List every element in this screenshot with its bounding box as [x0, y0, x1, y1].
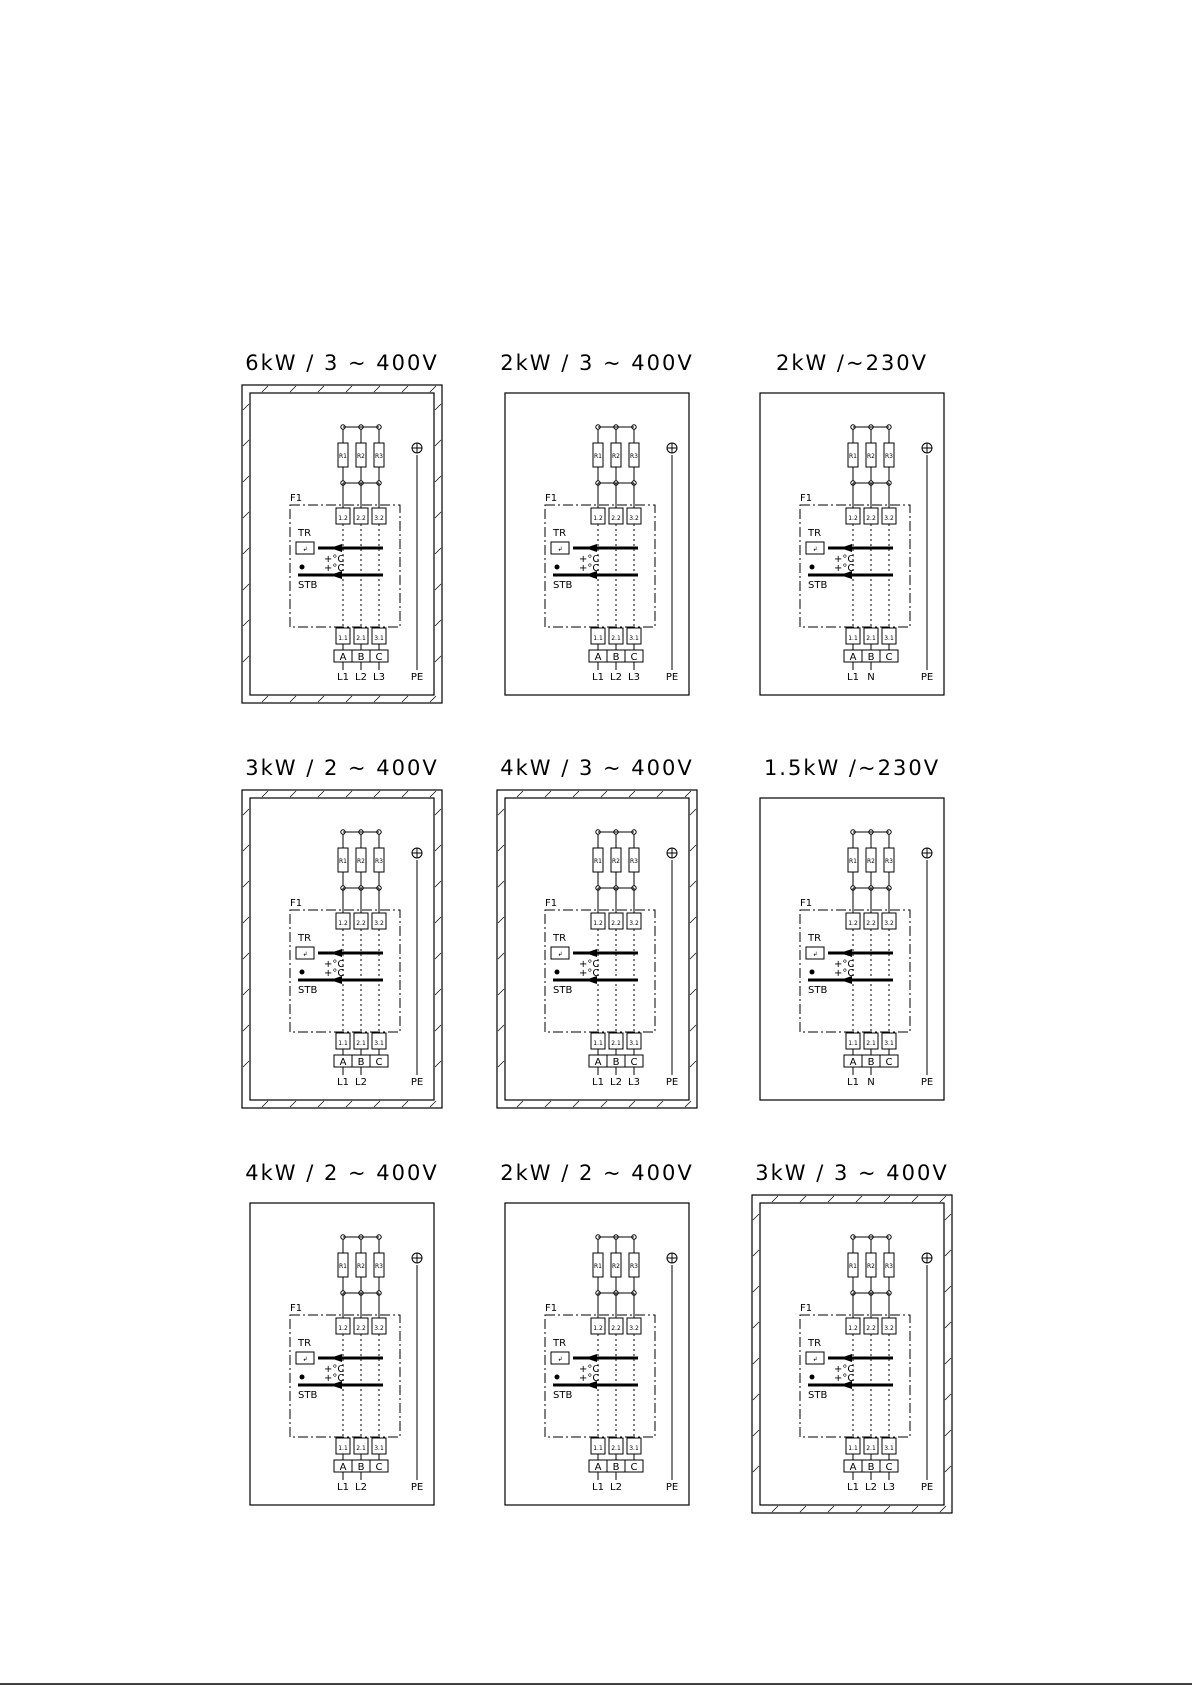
resistor-label: R2 — [612, 858, 620, 865]
resistor-label: R1 — [339, 453, 347, 460]
terminal-label: A — [594, 1462, 602, 1473]
temp-label: +°C — [324, 554, 345, 565]
switch-bottom-label: 3.1 — [374, 1040, 384, 1047]
resistor-label: R3 — [885, 858, 893, 865]
switch-top-label: 1.2 — [593, 920, 603, 927]
temp-label: +°C — [579, 554, 600, 565]
resistor-label: R3 — [375, 1263, 383, 1270]
wiring-diagram — [500, 1161, 693, 1505]
diagram-title: 3kW / 3 ~ 400V — [755, 1161, 949, 1185]
switch-bottom-label: 3.1 — [629, 635, 639, 642]
switch-bottom-label: 1.1 — [338, 635, 348, 642]
wiring-diagram — [497, 756, 697, 1108]
switch-bottom-label: 2.1 — [356, 1445, 366, 1452]
wiring-diagram — [245, 1161, 438, 1505]
switch-top-label: 3.2 — [884, 920, 894, 927]
terminal-label: C — [375, 652, 383, 663]
tr-label: TR — [808, 528, 822, 539]
f1-label: F1 — [800, 493, 813, 504]
pe-label: PE — [410, 672, 424, 683]
resistor-label: R2 — [357, 453, 365, 460]
stb-label: STB — [808, 1390, 828, 1401]
wiring-diagram — [242, 756, 442, 1108]
stb-label: STB — [553, 985, 573, 996]
resistor-label: R3 — [885, 1263, 893, 1270]
temp-label: +°C — [324, 1364, 345, 1375]
switch-bottom-label: 2.1 — [611, 1445, 621, 1452]
terminal-label: A — [339, 1462, 347, 1473]
terminal-label: B — [612, 652, 620, 663]
tr-label: TR — [808, 933, 822, 944]
switch-bottom-label: 3.1 — [884, 635, 894, 642]
switch-top-label: 3.2 — [374, 515, 384, 522]
switch-top-label: 3.2 — [884, 1325, 894, 1332]
tr-knob-icon: ↲ — [302, 546, 308, 553]
mains-label: L1 — [592, 1482, 604, 1493]
switch-bottom-label: 1.1 — [848, 635, 858, 642]
switch-bottom-label: 3.1 — [374, 635, 384, 642]
f1-label: F1 — [290, 1303, 303, 1314]
terminal-label: C — [885, 1057, 893, 1068]
mains-label: L1 — [337, 1077, 349, 1088]
temp-label: +°C — [579, 1364, 600, 1375]
mains-label: L1 — [337, 1482, 349, 1493]
resistor-label: R3 — [375, 858, 383, 865]
terminal-label: C — [885, 652, 893, 663]
tr-knob-icon: ↲ — [812, 1356, 818, 1363]
switch-top-label: 1.2 — [848, 920, 858, 927]
switch-top-label: 2.2 — [611, 1325, 621, 1332]
tr-knob-icon: ↲ — [557, 1356, 563, 1363]
mains-label: L1 — [337, 672, 349, 683]
switch-top-label: 1.2 — [338, 1325, 348, 1332]
switch-top-label: 3.2 — [374, 1325, 384, 1332]
wiring-diagram — [752, 1161, 952, 1513]
reset-button-icon — [555, 565, 560, 570]
pe-label: PE — [665, 672, 679, 683]
switch-bottom-label: 3.1 — [374, 1445, 384, 1452]
resistor-label: R3 — [630, 1263, 638, 1270]
temp-label: +°C — [324, 563, 345, 574]
diagram-title: 4kW / 3 ~ 400V — [500, 756, 694, 780]
terminal-label: B — [867, 1057, 875, 1068]
switch-top-label: 2.2 — [356, 1325, 366, 1332]
terminal-label: A — [594, 1057, 602, 1068]
terminal-label: C — [630, 1462, 638, 1473]
switch-top-label: 2.2 — [356, 920, 366, 927]
switch-top-label: 1.2 — [593, 1325, 603, 1332]
switch-bottom-label: 3.1 — [629, 1040, 639, 1047]
mains-label: L2 — [610, 672, 622, 683]
terminal-label: B — [357, 1462, 365, 1473]
pe-label: PE — [410, 1077, 424, 1088]
terminal-label: C — [630, 652, 638, 663]
f1-label: F1 — [545, 493, 558, 504]
resistor-label: R2 — [357, 1263, 365, 1270]
tr-knob-icon: ↲ — [302, 1356, 308, 1363]
mains-label: L3 — [628, 1077, 640, 1088]
switch-top-label: 2.2 — [866, 515, 876, 522]
reset-button-icon — [555, 1375, 560, 1380]
temp-label: +°C — [579, 959, 600, 970]
stb-label: STB — [808, 580, 828, 591]
f1-label: F1 — [545, 898, 558, 909]
terminal-label: C — [375, 1057, 383, 1068]
stb-label: STB — [553, 1390, 573, 1401]
switch-bottom-label: 1.1 — [593, 1445, 603, 1452]
tr-label: TR — [808, 1338, 822, 1349]
resistor-label: R1 — [339, 1263, 347, 1270]
f1-label: F1 — [800, 898, 813, 909]
switch-top-label: 3.2 — [884, 515, 894, 522]
mains-label: N — [867, 1077, 875, 1088]
diagram-title: 2kW / 3 ~ 400V — [500, 351, 694, 375]
temp-label: +°C — [324, 1373, 345, 1384]
switch-bottom-label: 1.1 — [338, 1445, 348, 1452]
resistor-label: R3 — [375, 453, 383, 460]
switch-top-label: 3.2 — [629, 1325, 639, 1332]
switch-bottom-label: 1.1 — [593, 1040, 603, 1047]
switch-top-label: 3.2 — [374, 920, 384, 927]
reset-button-icon — [810, 1375, 815, 1380]
resistor-label: R2 — [612, 1263, 620, 1270]
wiring-diagram — [760, 756, 944, 1100]
terminal-label: B — [867, 1462, 875, 1473]
switch-bottom-label: 3.1 — [884, 1040, 894, 1047]
mains-label: L1 — [847, 672, 859, 683]
temp-label: +°C — [324, 968, 345, 979]
switch-top-label: 1.2 — [338, 515, 348, 522]
pe-label: PE — [665, 1482, 679, 1493]
reset-button-icon — [810, 565, 815, 570]
resistor-label: R2 — [867, 453, 875, 460]
stb-label: STB — [298, 1390, 318, 1401]
switch-bottom-label: 2.1 — [611, 635, 621, 642]
diagram-title: 6kW / 3 ~ 400V — [245, 351, 439, 375]
terminal-label: B — [357, 1057, 365, 1068]
tr-label: TR — [298, 933, 312, 944]
pe-label: PE — [665, 1077, 679, 1088]
terminal-label: C — [885, 1462, 893, 1473]
switch-top-label: 3.2 — [629, 515, 639, 522]
terminal-label: A — [849, 1462, 857, 1473]
mains-label: L3 — [628, 672, 640, 683]
switch-bottom-label: 1.1 — [848, 1445, 858, 1452]
mains-label: L1 — [592, 672, 604, 683]
stb-label: STB — [298, 985, 318, 996]
mains-label: L3 — [373, 672, 385, 683]
resistor-label: R3 — [630, 858, 638, 865]
mains-label: L2 — [355, 1077, 367, 1088]
mains-label: N — [867, 672, 875, 683]
switch-bottom-label: 2.1 — [356, 1040, 366, 1047]
temp-label: +°C — [834, 563, 855, 574]
pe-label: PE — [920, 1482, 934, 1493]
tr-knob-icon: ↲ — [812, 546, 818, 553]
resistor-label: R2 — [867, 1263, 875, 1270]
terminal-label: B — [867, 652, 875, 663]
switch-top-label: 2.2 — [611, 515, 621, 522]
mains-label: L3 — [883, 1482, 895, 1493]
mains-label: L2 — [610, 1077, 622, 1088]
switch-bottom-label: 1.1 — [338, 1040, 348, 1047]
wiring-diagram — [242, 351, 442, 703]
temp-label: +°C — [579, 563, 600, 574]
switch-top-label: 1.2 — [848, 515, 858, 522]
terminal-label: B — [612, 1057, 620, 1068]
terminal-label: C — [630, 1057, 638, 1068]
stb-label: STB — [808, 985, 828, 996]
resistor-label: R1 — [339, 858, 347, 865]
mains-label: L1 — [847, 1482, 859, 1493]
mains-label: L2 — [865, 1482, 877, 1493]
terminal-label: A — [339, 652, 347, 663]
temp-label: +°C — [834, 1373, 855, 1384]
reset-button-icon — [300, 1375, 305, 1380]
temp-label: +°C — [834, 1364, 855, 1375]
resistor-label: R1 — [594, 1263, 602, 1270]
wiring-diagram — [760, 351, 944, 695]
pe-label: PE — [920, 672, 934, 683]
terminal-label: A — [594, 652, 602, 663]
temp-label: +°C — [579, 1373, 600, 1384]
mains-label: L2 — [355, 1482, 367, 1493]
tr-knob-icon: ↲ — [557, 951, 563, 958]
switch-top-label: 1.2 — [593, 515, 603, 522]
mains-label: L1 — [592, 1077, 604, 1088]
resistor-label: R1 — [849, 453, 857, 460]
diagram-title: 2kW /~230V — [775, 351, 929, 375]
temp-label: +°C — [579, 968, 600, 979]
tr-knob-icon: ↲ — [302, 951, 308, 958]
f1-label: F1 — [800, 1303, 813, 1314]
resistor-label: R1 — [594, 453, 602, 460]
switch-top-label: 2.2 — [866, 920, 876, 927]
switch-bottom-label: 3.1 — [884, 1445, 894, 1452]
diagram-title: 1.5kW /~230V — [763, 756, 941, 780]
diagram-title: 2kW / 2 ~ 400V — [500, 1161, 694, 1185]
resistor-label: R1 — [849, 858, 857, 865]
reset-button-icon — [300, 565, 305, 570]
tr-knob-icon: ↲ — [812, 951, 818, 958]
tr-label: TR — [553, 933, 567, 944]
resistor-label: R1 — [594, 858, 602, 865]
switch-top-label: 1.2 — [338, 920, 348, 927]
switch-bottom-label: 2.1 — [866, 635, 876, 642]
resistor-label: R1 — [849, 1263, 857, 1270]
switch-top-label: 1.2 — [848, 1325, 858, 1332]
tr-label: TR — [553, 528, 567, 539]
tr-label: TR — [553, 1338, 567, 1349]
resistor-label: R2 — [612, 453, 620, 460]
switch-top-label: 2.2 — [866, 1325, 876, 1332]
terminal-label: C — [375, 1462, 383, 1473]
tr-knob-icon: ↲ — [557, 546, 563, 553]
switch-bottom-label: 2.1 — [356, 635, 366, 642]
f1-label: F1 — [290, 898, 303, 909]
terminal-label: A — [339, 1057, 347, 1068]
terminal-label: B — [357, 652, 365, 663]
switch-top-label: 2.2 — [611, 920, 621, 927]
mains-label: L2 — [355, 672, 367, 683]
temp-label: +°C — [834, 554, 855, 565]
switch-bottom-label: 2.1 — [866, 1040, 876, 1047]
terminal-label: A — [849, 652, 857, 663]
terminal-label: B — [612, 1462, 620, 1473]
switch-top-label: 3.2 — [629, 920, 639, 927]
temp-label: +°C — [324, 959, 345, 970]
resistor-label: R2 — [867, 858, 875, 865]
diagram-title: 3kW / 2 ~ 400V — [245, 756, 439, 780]
switch-bottom-label: 3.1 — [629, 1445, 639, 1452]
reset-button-icon — [300, 970, 305, 975]
temp-label: +°C — [834, 968, 855, 979]
stb-label: STB — [553, 580, 573, 591]
resistor-label: R2 — [357, 858, 365, 865]
reset-button-icon — [810, 970, 815, 975]
reset-button-icon — [555, 970, 560, 975]
temp-label: +°C — [834, 959, 855, 970]
wiring-diagram — [500, 351, 693, 695]
switch-top-label: 2.2 — [356, 515, 366, 522]
tr-label: TR — [298, 1338, 312, 1349]
stb-label: STB — [298, 580, 318, 591]
pe-label: PE — [410, 1482, 424, 1493]
mains-label: L1 — [847, 1077, 859, 1088]
switch-bottom-label: 1.1 — [848, 1040, 858, 1047]
terminal-label: A — [849, 1057, 857, 1068]
switch-bottom-label: 2.1 — [866, 1445, 876, 1452]
f1-label: F1 — [290, 493, 303, 504]
resistor-label: R3 — [885, 453, 893, 460]
mains-label: L2 — [610, 1482, 622, 1493]
switch-bottom-label: 1.1 — [593, 635, 603, 642]
switch-bottom-label: 2.1 — [611, 1040, 621, 1047]
diagram-title: 4kW / 2 ~ 400V — [245, 1161, 439, 1185]
tr-label: TR — [298, 528, 312, 539]
f1-label: F1 — [545, 1303, 558, 1314]
resistor-label: R3 — [630, 453, 638, 460]
pe-label: PE — [920, 1077, 934, 1088]
